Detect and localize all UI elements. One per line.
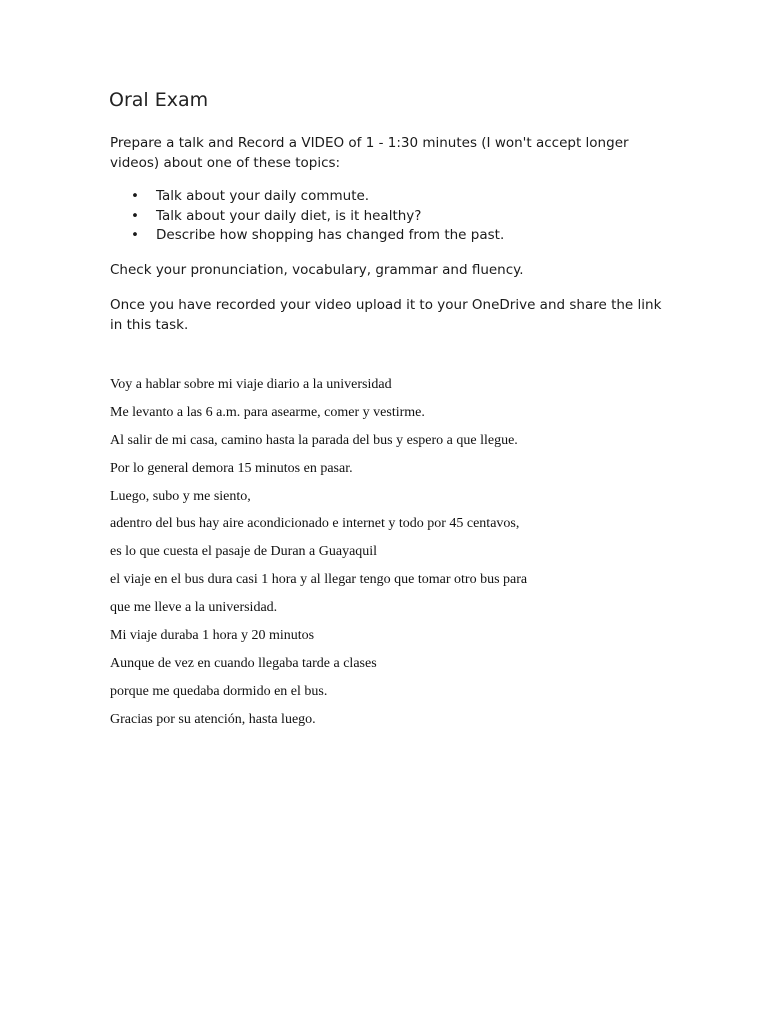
topics-list (110, 186, 670, 245)
speech-line: Me levanto a las 6 a.m. para asearme, comer y vestirme. (110, 404, 425, 420)
bullet-icon: • (131, 188, 139, 204)
speech-line: adentro del bus hay aire acondicionado e internet y todo por 45 centavos, (110, 516, 520, 532)
speech-line: el viaje en el bus dura casi 1 hora y al llegar tengo que tomar otro bus para (110, 572, 528, 588)
topic-text: Describe how shopping has changed from the past. (156, 227, 505, 243)
topic-text: Talk about your daily diet, is it healthy? (156, 207, 422, 224)
topic-item (110, 186, 670, 206)
speech-line: porque me quedaba dormido en el bus. (110, 683, 328, 699)
upload-note: Once you have recorded your video upload it to your OneDrive and share the link in this task. (110, 297, 662, 333)
topic-text: Talk about your daily commute. (156, 188, 370, 204)
speech-line: Por lo general demora 15 minutos en pasar. (110, 460, 353, 476)
speech-transcript (110, 375, 670, 738)
instructions-paragraph: Prepare a talk and Record a VIDEO of 1 - 1:30 minutes (I won't accept longer videos) about one of these topics: (110, 135, 629, 171)
topic-item (110, 225, 670, 245)
check-note: Check your pronunciation, vocabulary, grammar and fluency. (110, 262, 524, 278)
speech-line: Voy a hablar sobre mi viaje diario a la universidad (110, 377, 392, 392)
page-title: Oral Exam (109, 89, 209, 111)
speech-line: Gracias por su atención, hasta luego. (110, 711, 316, 727)
speech-line: que me lleve a la universidad. (110, 600, 278, 616)
speech-line: Aunque de vez en cuando llegaba tarde a clases (110, 655, 377, 671)
speech-line: Mi viaje duraba 1 hora y 20 minutos (110, 628, 315, 644)
bullet-icon: • (131, 207, 139, 224)
speech-line: es lo que cuesta el pasaje de Duran a Guayaquil (110, 544, 378, 560)
bullet-icon: • (131, 227, 139, 243)
topic-item (110, 206, 670, 226)
speech-line: Luego, subo y me siento, (110, 488, 251, 504)
speech-line: Al salir de mi casa, camino hasta la parada del bus y espero a que llegue. (110, 432, 518, 448)
